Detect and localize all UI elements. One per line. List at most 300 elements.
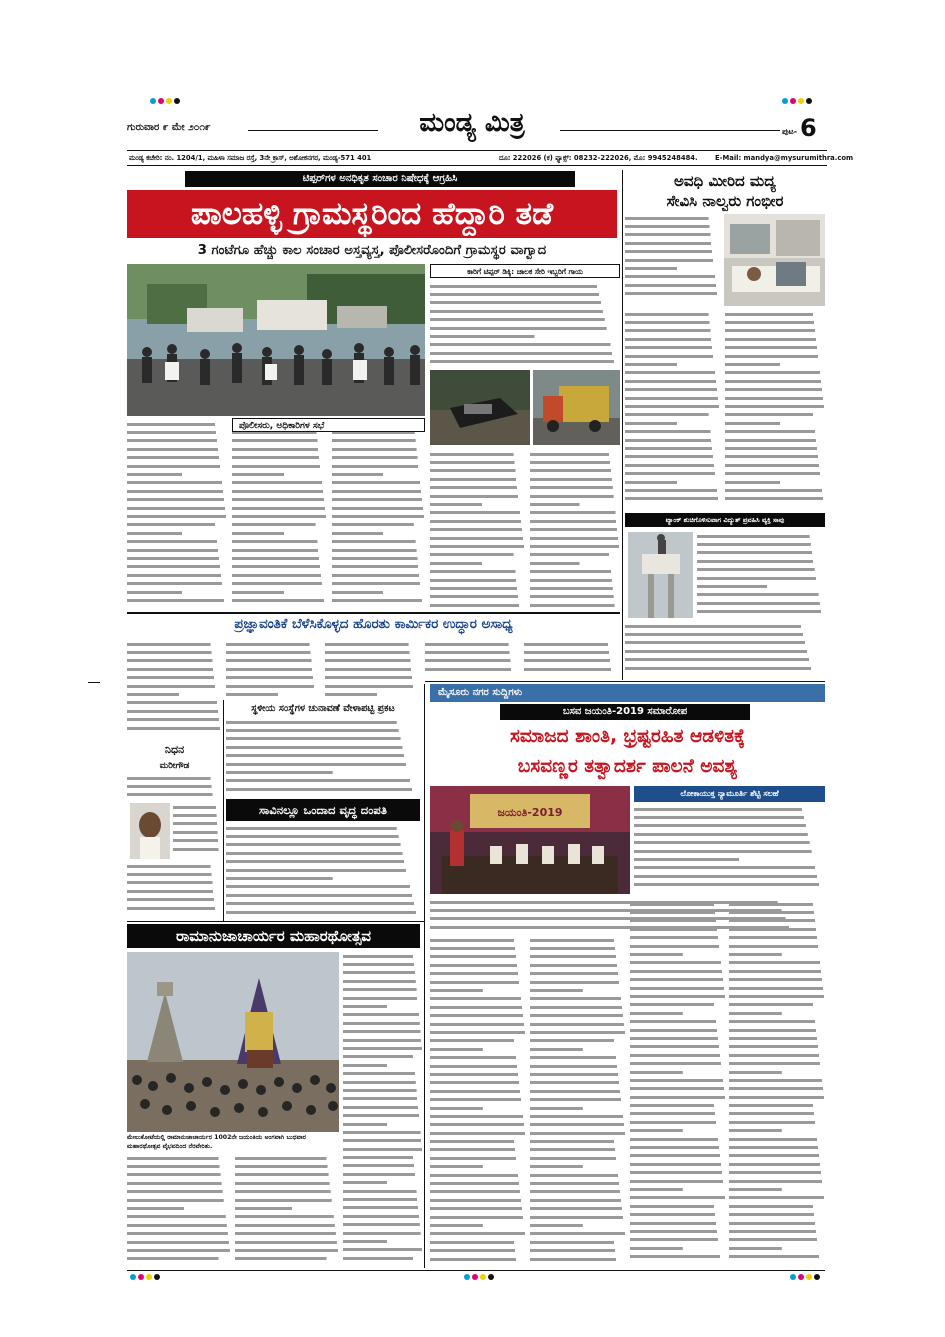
text-line-placeholder bbox=[430, 299, 620, 307]
main-kicker: ಟಿಪ್ಪರ್‌ಗಳ ಅನಧಿಕೃತ ಸಂಚಾರ ನಿಷೇಧಕ್ಕೆ ಆಗ್ರಹಿಸಿ bbox=[185, 171, 575, 187]
text-line-placeholder bbox=[235, 1188, 339, 1196]
text-line-placeholder bbox=[127, 496, 227, 504]
text-line-placeholder bbox=[226, 752, 420, 760]
liquor-headline-1: ಅವಧಿ ಮೀರಿದ ಮದ್ಯ bbox=[674, 172, 776, 190]
text-line-placeholder bbox=[625, 231, 720, 239]
text-line-placeholder bbox=[430, 467, 525, 475]
text-line-placeholder bbox=[332, 512, 425, 520]
main-body-col2 bbox=[232, 420, 327, 612]
text-line-placeholder bbox=[226, 849, 420, 857]
text-line-placeholder bbox=[630, 1017, 726, 1025]
text-line-placeholder bbox=[430, 1146, 526, 1154]
local-body-headline: ಸ್ಥಳೀಯ ಸಂಸ್ಥೆಗಳ ಚುನಾವಣೆ ವೇಳಾಪಟ್ಟಿ ಪ್ರಕಟ bbox=[251, 703, 395, 714]
text-line-placeholder bbox=[430, 551, 525, 559]
text-line-placeholder bbox=[725, 327, 825, 335]
text-line-placeholder bbox=[530, 593, 620, 601]
text-line-placeholder bbox=[729, 950, 825, 958]
text-line-placeholder bbox=[625, 310, 720, 318]
text-line-placeholder bbox=[127, 1162, 231, 1170]
text-line-placeholder bbox=[725, 344, 825, 352]
text-line-placeholder bbox=[430, 1121, 526, 1129]
text-line-placeholder bbox=[430, 542, 525, 550]
text-line-placeholder bbox=[630, 1185, 726, 1193]
main-headline: ಪಾಲಹಳ್ಳಿ ಗ್ರಾಮಸ್ಥರಿಂದ ಹೆದ್ದಾರಿ ತಡೆ bbox=[127, 190, 617, 238]
text-line-placeholder bbox=[430, 509, 525, 517]
text-line-placeholder bbox=[430, 601, 525, 609]
text-line-placeholder bbox=[625, 402, 720, 410]
text-line-placeholder bbox=[343, 1145, 423, 1153]
text-line-placeholder bbox=[425, 657, 520, 665]
text-line-placeholder bbox=[332, 563, 425, 571]
text-line-placeholder bbox=[343, 1011, 423, 1019]
text-line-placeholder bbox=[697, 599, 825, 607]
stage-banner: ಜಯಂತಿ-2019 bbox=[497, 806, 563, 819]
tank-headline: ಟ್ಯಾಂಕ್ ಶುಚಿಗೊಳಿಸುವಾಗ ವಿದ್ಯುತ್ ಪ್ರವಹಿಸಿ ವ್ಯಕ್ತಿ ಸಾವು bbox=[625, 513, 825, 527]
text-line-placeholder bbox=[697, 608, 825, 616]
text-line-placeholder bbox=[343, 1044, 423, 1052]
text-line-placeholder bbox=[226, 777, 420, 785]
text-line-placeholder bbox=[232, 563, 327, 571]
text-line-placeholder bbox=[325, 657, 420, 665]
text-line-placeholder bbox=[530, 1003, 626, 1011]
text-line-placeholder bbox=[343, 1170, 423, 1178]
text-line-placeholder bbox=[232, 504, 327, 512]
text-line-placeholder bbox=[725, 369, 825, 377]
text-line-placeholder bbox=[235, 1162, 339, 1170]
mysuru-section-title: ಮೈಸೂರು ನಗರ ಸುದ್ದಿಗಳು bbox=[438, 687, 523, 698]
text-line-placeholder bbox=[430, 1028, 526, 1036]
text-line-placeholder bbox=[630, 1169, 726, 1177]
text-line-placeholder bbox=[530, 450, 620, 458]
text-line-placeholder bbox=[430, 500, 525, 508]
text-line-placeholder bbox=[127, 904, 222, 912]
text-line-placeholder bbox=[430, 1037, 526, 1045]
text-line-placeholder bbox=[232, 537, 327, 545]
text-line-placeholder bbox=[530, 1028, 626, 1036]
text-line-placeholder bbox=[127, 454, 227, 462]
text-line-placeholder bbox=[127, 640, 222, 648]
text-line-placeholder bbox=[729, 992, 825, 1000]
text-line-placeholder bbox=[343, 1229, 423, 1237]
text-line-placeholder bbox=[430, 1246, 526, 1254]
text-line-placeholder bbox=[530, 1196, 626, 1204]
text-line-placeholder bbox=[226, 866, 420, 874]
text-line-placeholder bbox=[127, 554, 227, 562]
labour-body-col4 bbox=[425, 640, 520, 680]
text-line-placeholder bbox=[430, 1003, 526, 1011]
text-line-placeholder bbox=[343, 960, 423, 968]
text-line-placeholder bbox=[630, 1001, 726, 1009]
text-line-placeholder bbox=[697, 582, 825, 590]
text-line-placeholder bbox=[430, 1070, 526, 1078]
text-line-placeholder bbox=[530, 534, 620, 542]
text-line-placeholder bbox=[630, 959, 726, 967]
text-line-placeholder bbox=[127, 1230, 231, 1238]
text-line-placeholder bbox=[625, 318, 720, 326]
text-line-placeholder bbox=[127, 1238, 231, 1246]
text-line-placeholder bbox=[430, 282, 620, 290]
text-line-placeholder bbox=[530, 458, 620, 466]
text-line-placeholder bbox=[697, 532, 825, 540]
text-line-placeholder bbox=[232, 470, 327, 478]
text-line-placeholder bbox=[725, 419, 825, 427]
text-line-placeholder bbox=[729, 1227, 825, 1235]
text-line-placeholder bbox=[530, 1255, 626, 1263]
text-line-placeholder bbox=[343, 969, 423, 977]
rule-main-right bbox=[622, 170, 623, 680]
text-line-placeholder bbox=[127, 782, 222, 790]
car-accident-photo bbox=[430, 370, 530, 445]
reg-dot bbox=[790, 1274, 796, 1280]
text-line-placeholder bbox=[173, 845, 222, 853]
text-line-placeholder bbox=[625, 427, 720, 435]
text-line-placeholder bbox=[226, 726, 420, 734]
text-line-placeholder bbox=[530, 517, 620, 525]
text-line-placeholder bbox=[332, 462, 425, 470]
text-line-placeholder bbox=[232, 487, 327, 495]
local-body-text bbox=[226, 718, 420, 796]
reg-dot bbox=[488, 1274, 494, 1280]
text-line-placeholder bbox=[530, 1137, 626, 1145]
text-line-placeholder bbox=[127, 1221, 231, 1229]
text-line-placeholder bbox=[530, 567, 620, 575]
tank-body-col1 bbox=[697, 532, 825, 618]
text-line-placeholder bbox=[729, 1051, 825, 1059]
text-line-placeholder bbox=[725, 469, 825, 477]
tipper-headline: ಕಾರಿಗೆ ಟಿಪ್ಪರ್ ಡಿಕ್ಕಿ: ಚಾಲಕ ಸೇರಿ ಇಬ್ಬರಿಗೆ ಗಾಯ bbox=[430, 264, 620, 278]
text-line-placeholder bbox=[530, 1154, 626, 1162]
text-line-placeholder bbox=[430, 1163, 526, 1171]
basava-body-col2 bbox=[530, 936, 626, 1268]
text-line-placeholder bbox=[430, 1221, 526, 1229]
text-line-placeholder bbox=[343, 986, 423, 994]
basava-headline-2: ಬಸವಣ್ಣರ ತತ್ವಾದರ್ಶ ಪಾಲನೆ ಅವಶ್ಯ bbox=[517, 756, 738, 777]
text-line-placeholder bbox=[524, 665, 620, 673]
text-line-placeholder bbox=[630, 992, 726, 1000]
text-line-placeholder bbox=[332, 571, 425, 579]
text-line-placeholder bbox=[729, 1143, 825, 1151]
text-line-placeholder bbox=[343, 994, 423, 1002]
text-line-placeholder bbox=[625, 411, 720, 419]
text-line-placeholder bbox=[127, 648, 222, 656]
text-line-placeholder bbox=[530, 601, 620, 609]
text-line-placeholder bbox=[232, 462, 327, 470]
basava-body-col1 bbox=[430, 936, 526, 1268]
text-line-placeholder bbox=[127, 588, 227, 596]
text-line-placeholder bbox=[625, 394, 720, 402]
text-line-placeholder bbox=[729, 1093, 825, 1101]
reg-dot bbox=[166, 98, 172, 104]
obituary-section: ನಿಧನ bbox=[164, 743, 185, 756]
text-line-placeholder bbox=[630, 984, 726, 992]
text-line-placeholder bbox=[729, 1236, 825, 1244]
text-line-placeholder bbox=[725, 402, 825, 410]
text-line-placeholder bbox=[530, 1238, 626, 1246]
text-line-placeholder bbox=[430, 1255, 526, 1263]
text-line-placeholder bbox=[343, 1246, 423, 1254]
text-line-placeholder bbox=[173, 828, 222, 836]
text-line-placeholder bbox=[625, 419, 720, 427]
text-line-placeholder bbox=[343, 1095, 423, 1103]
text-line-placeholder bbox=[127, 445, 227, 453]
text-line-placeholder bbox=[430, 1213, 526, 1221]
text-line-placeholder bbox=[332, 479, 425, 487]
text-line-placeholder bbox=[725, 386, 825, 394]
text-line-placeholder bbox=[430, 358, 620, 366]
text-line-placeholder bbox=[630, 1110, 726, 1118]
text-line-placeholder bbox=[625, 495, 720, 503]
text-line-placeholder bbox=[530, 467, 620, 475]
text-line-placeholder bbox=[332, 504, 425, 512]
text-line-placeholder bbox=[530, 1213, 626, 1221]
chariot-caption: ಮೇಲುಕೋಟೆಯಲ್ಲಿ ರಾಮಾನುಜಾಚಾರ್ಯರ 1002ನೇ ಜಯಂತಿಯ ಅಂಗವಾಗಿ ಬುಧವಾರ ಮಹಾರಥೋತ್ಸವ ವೈಭವದಿಂದ ನೆರವೇರಿತು. bbox=[127, 1134, 307, 1150]
text-line-placeholder bbox=[530, 986, 626, 994]
text-line-placeholder bbox=[630, 1194, 726, 1202]
text-line-placeholder bbox=[634, 813, 825, 821]
basava-body-col4 bbox=[729, 900, 825, 1268]
text-line-placeholder bbox=[343, 1212, 423, 1220]
text-line-placeholder bbox=[725, 427, 825, 435]
text-line-placeholder bbox=[530, 1179, 626, 1187]
text-line-placeholder bbox=[343, 1053, 423, 1061]
text-line-placeholder bbox=[729, 1043, 825, 1051]
reg-dot bbox=[472, 1274, 478, 1280]
text-line-placeholder bbox=[630, 1043, 726, 1051]
text-line-placeholder bbox=[530, 953, 626, 961]
text-line-placeholder bbox=[530, 559, 620, 567]
text-line-placeholder bbox=[530, 1020, 626, 1028]
tipper-truck-photo bbox=[533, 370, 620, 445]
text-line-placeholder bbox=[530, 1070, 626, 1078]
labour-headline: ಪ್ರಜ್ಞಾವಂತಿಕೆ ಬೆಳೆಸಿಕೊಳ್ಳದ ಹೊರತು ಕಾರ್ಮಿಕರ ಉದ್ಧಾರ ಅಸಾಧ್ಯ bbox=[234, 617, 513, 632]
text-line-placeholder bbox=[235, 1221, 339, 1229]
text-line-placeholder bbox=[430, 1238, 526, 1246]
text-line-placeholder bbox=[625, 444, 720, 452]
text-line-placeholder bbox=[630, 1143, 726, 1151]
text-line-placeholder bbox=[430, 450, 525, 458]
text-line-placeholder bbox=[530, 1246, 626, 1254]
text-line-placeholder bbox=[530, 500, 620, 508]
crop-mark-left bbox=[88, 682, 100, 683]
text-line-placeholder bbox=[332, 596, 425, 604]
text-line-placeholder bbox=[630, 1244, 726, 1252]
text-line-placeholder bbox=[625, 239, 720, 247]
text-line-placeholder bbox=[226, 841, 420, 849]
text-line-placeholder bbox=[226, 760, 420, 768]
text-line-placeholder bbox=[530, 1112, 626, 1120]
text-line-placeholder bbox=[343, 1069, 423, 1077]
text-line-placeholder bbox=[530, 1146, 626, 1154]
text-line-placeholder bbox=[729, 1101, 825, 1109]
text-line-placeholder bbox=[343, 977, 423, 985]
text-line-placeholder bbox=[343, 1137, 423, 1145]
basava-kicker: ಬಸವ ಜಯಂತಿ-2019 ಸಮಾರೋಪ bbox=[500, 704, 750, 720]
text-line-placeholder bbox=[630, 1059, 726, 1067]
text-line-placeholder bbox=[127, 1179, 231, 1187]
labour-body-col3 bbox=[325, 640, 420, 700]
text-line-placeholder bbox=[725, 335, 825, 343]
text-line-placeholder bbox=[226, 648, 321, 656]
text-line-placeholder bbox=[625, 335, 720, 343]
text-line-placeholder bbox=[127, 707, 222, 715]
text-line-placeholder bbox=[729, 967, 825, 975]
text-line-placeholder bbox=[226, 718, 420, 726]
text-line-placeholder bbox=[625, 436, 720, 444]
text-line-placeholder bbox=[127, 537, 227, 545]
reg-dot bbox=[464, 1274, 470, 1280]
text-line-placeholder bbox=[127, 563, 227, 571]
text-line-placeholder bbox=[127, 699, 222, 707]
masthead-date: ಗುರುವಾರ ೯ ಮೇ ೨೦೧೯ bbox=[127, 122, 211, 133]
text-line-placeholder bbox=[430, 593, 525, 601]
text-line-placeholder bbox=[127, 879, 222, 887]
main-subhead: 3 ಗಂಟೆಗೂ ಹೆಚ್ಚು ಕಾಲ ಸಂಚಾರ ಅಸ್ತವ್ಯಸ್ತ, ಪೊಲೀಸರೊಂದಿಗೆ ಗ್ರಾಮಸ್ಥರ ವಾಗ್ವಾದ bbox=[197, 243, 547, 258]
text-line-placeholder bbox=[625, 647, 825, 655]
text-line-placeholder bbox=[625, 248, 720, 256]
text-line-placeholder bbox=[232, 554, 327, 562]
text-line-placeholder bbox=[725, 411, 825, 419]
mysuru-section-bar bbox=[430, 684, 825, 702]
text-line-placeholder bbox=[625, 281, 720, 289]
text-line-placeholder bbox=[425, 640, 520, 648]
text-line-placeholder bbox=[127, 724, 222, 732]
text-line-placeholder bbox=[725, 436, 825, 444]
text-line-placeholder bbox=[430, 316, 620, 324]
text-line-placeholder bbox=[430, 1188, 526, 1196]
text-line-placeholder bbox=[630, 1085, 726, 1093]
obituary-text-bottom bbox=[127, 862, 222, 920]
hospital-photo bbox=[724, 214, 825, 306]
text-line-placeholder bbox=[630, 1101, 726, 1109]
text-line-placeholder bbox=[530, 584, 620, 592]
reg-dot bbox=[790, 98, 796, 104]
text-line-placeholder bbox=[729, 942, 825, 950]
text-line-placeholder bbox=[634, 805, 825, 813]
text-line-placeholder bbox=[524, 648, 620, 656]
text-line-placeholder bbox=[630, 1068, 726, 1076]
text-line-placeholder bbox=[634, 847, 825, 855]
text-line-placeholder bbox=[729, 1135, 825, 1143]
text-line-placeholder bbox=[729, 1059, 825, 1067]
text-line-placeholder bbox=[430, 1129, 526, 1137]
text-line-placeholder bbox=[729, 976, 825, 984]
ramanuja-body-col1 bbox=[127, 1154, 231, 1268]
text-line-placeholder bbox=[625, 639, 825, 647]
masthead-address: ಮಂಡ್ಯ ಕಚೇರಿ: ನಂ. 1204/1, ಮಹಿಳಾ ಸಮಾಜ ರಸ್ತೆ, 3ನೇ ಕ್ರಾಸ್, ಅಶೋಕನಗರ, ಮಂಡ್ಯ-571 401 bbox=[129, 154, 372, 162]
text-line-placeholder bbox=[173, 820, 222, 828]
ramanuja-headline: ರಾಮಾನುಜಾಚಾರ್ಯರ ಮಹಾರಥೋತ್ಸವ bbox=[127, 924, 420, 948]
text-line-placeholder bbox=[530, 978, 626, 986]
text-line-placeholder bbox=[729, 1118, 825, 1126]
text-line-placeholder bbox=[226, 891, 420, 899]
liquor-body-col3 bbox=[725, 310, 825, 510]
text-line-placeholder bbox=[729, 959, 825, 967]
text-line-placeholder bbox=[634, 881, 825, 889]
text-line-placeholder bbox=[425, 665, 520, 673]
text-line-placeholder bbox=[530, 961, 626, 969]
ramanuja-body-col3 bbox=[343, 952, 423, 1268]
text-line-placeholder bbox=[530, 1205, 626, 1213]
text-line-placeholder bbox=[625, 360, 720, 368]
text-line-placeholder bbox=[530, 542, 620, 550]
text-line-placeholder bbox=[325, 648, 420, 656]
text-line-placeholder bbox=[634, 830, 825, 838]
text-line-placeholder bbox=[235, 1246, 339, 1254]
text-line-placeholder bbox=[625, 369, 720, 377]
reg-dot bbox=[150, 98, 156, 104]
text-line-placeholder bbox=[625, 622, 825, 630]
text-line-placeholder bbox=[430, 1062, 526, 1070]
text-line-placeholder bbox=[127, 1204, 231, 1212]
protest-photo bbox=[127, 264, 425, 416]
text-line-placeholder bbox=[530, 1037, 626, 1045]
text-line-placeholder bbox=[425, 648, 520, 656]
text-line-placeholder bbox=[524, 640, 620, 648]
text-line-placeholder bbox=[127, 1171, 231, 1179]
text-line-placeholder bbox=[725, 453, 825, 461]
text-line-placeholder bbox=[634, 864, 825, 872]
text-line-placeholder bbox=[530, 509, 620, 517]
text-line-placeholder bbox=[530, 1129, 626, 1137]
lokayukta-body bbox=[634, 805, 825, 894]
text-line-placeholder bbox=[343, 1028, 423, 1036]
text-line-placeholder bbox=[625, 664, 825, 672]
text-line-placeholder bbox=[127, 791, 222, 799]
reg-dot bbox=[806, 98, 812, 104]
text-line-placeholder bbox=[343, 1002, 423, 1010]
text-line-placeholder bbox=[729, 925, 825, 933]
text-line-placeholder bbox=[430, 559, 525, 567]
text-line-placeholder bbox=[325, 665, 420, 673]
text-line-placeholder bbox=[729, 908, 825, 916]
masthead-email: E-Mail: mandya@mysurumithra.com bbox=[715, 154, 854, 162]
text-line-placeholder bbox=[430, 1137, 526, 1145]
text-line-placeholder bbox=[232, 521, 327, 529]
text-line-placeholder bbox=[430, 953, 526, 961]
text-line-placeholder bbox=[725, 394, 825, 402]
text-line-placeholder bbox=[630, 1127, 726, 1135]
text-line-placeholder bbox=[232, 571, 327, 579]
text-line-placeholder bbox=[729, 1110, 825, 1118]
reg-dot bbox=[130, 1274, 136, 1280]
text-line-placeholder bbox=[235, 1238, 339, 1246]
text-line-placeholder bbox=[729, 1219, 825, 1227]
text-line-placeholder bbox=[127, 657, 222, 665]
reg-dot bbox=[806, 1274, 812, 1280]
text-line-placeholder bbox=[630, 976, 726, 984]
text-line-placeholder bbox=[729, 1034, 825, 1042]
text-line-placeholder bbox=[127, 690, 222, 698]
text-line-placeholder bbox=[343, 1195, 423, 1203]
text-line-placeholder bbox=[343, 1162, 423, 1170]
text-line-placeholder bbox=[127, 596, 227, 604]
masthead-rule-left bbox=[248, 130, 378, 131]
text-line-placeholder bbox=[530, 1012, 626, 1020]
text-line-placeholder bbox=[634, 872, 825, 880]
text-line-placeholder bbox=[630, 1118, 726, 1126]
text-line-placeholder bbox=[725, 444, 825, 452]
lokayukta-headline: ಲೋಕಾಯುಕ್ತ ನ್ಯಾಮೂರ್ತಿ ಶೆಟ್ಟಿ ಸಲಹೆ bbox=[634, 786, 825, 802]
text-line-placeholder bbox=[343, 1019, 423, 1027]
text-line-placeholder bbox=[343, 1036, 423, 1044]
text-line-placeholder bbox=[226, 665, 321, 673]
basava-body-col3 bbox=[630, 900, 726, 1268]
text-line-placeholder bbox=[173, 803, 222, 811]
text-line-placeholder bbox=[630, 1236, 726, 1244]
text-line-placeholder bbox=[530, 1087, 626, 1095]
death-text bbox=[226, 824, 420, 920]
text-line-placeholder bbox=[430, 341, 620, 349]
